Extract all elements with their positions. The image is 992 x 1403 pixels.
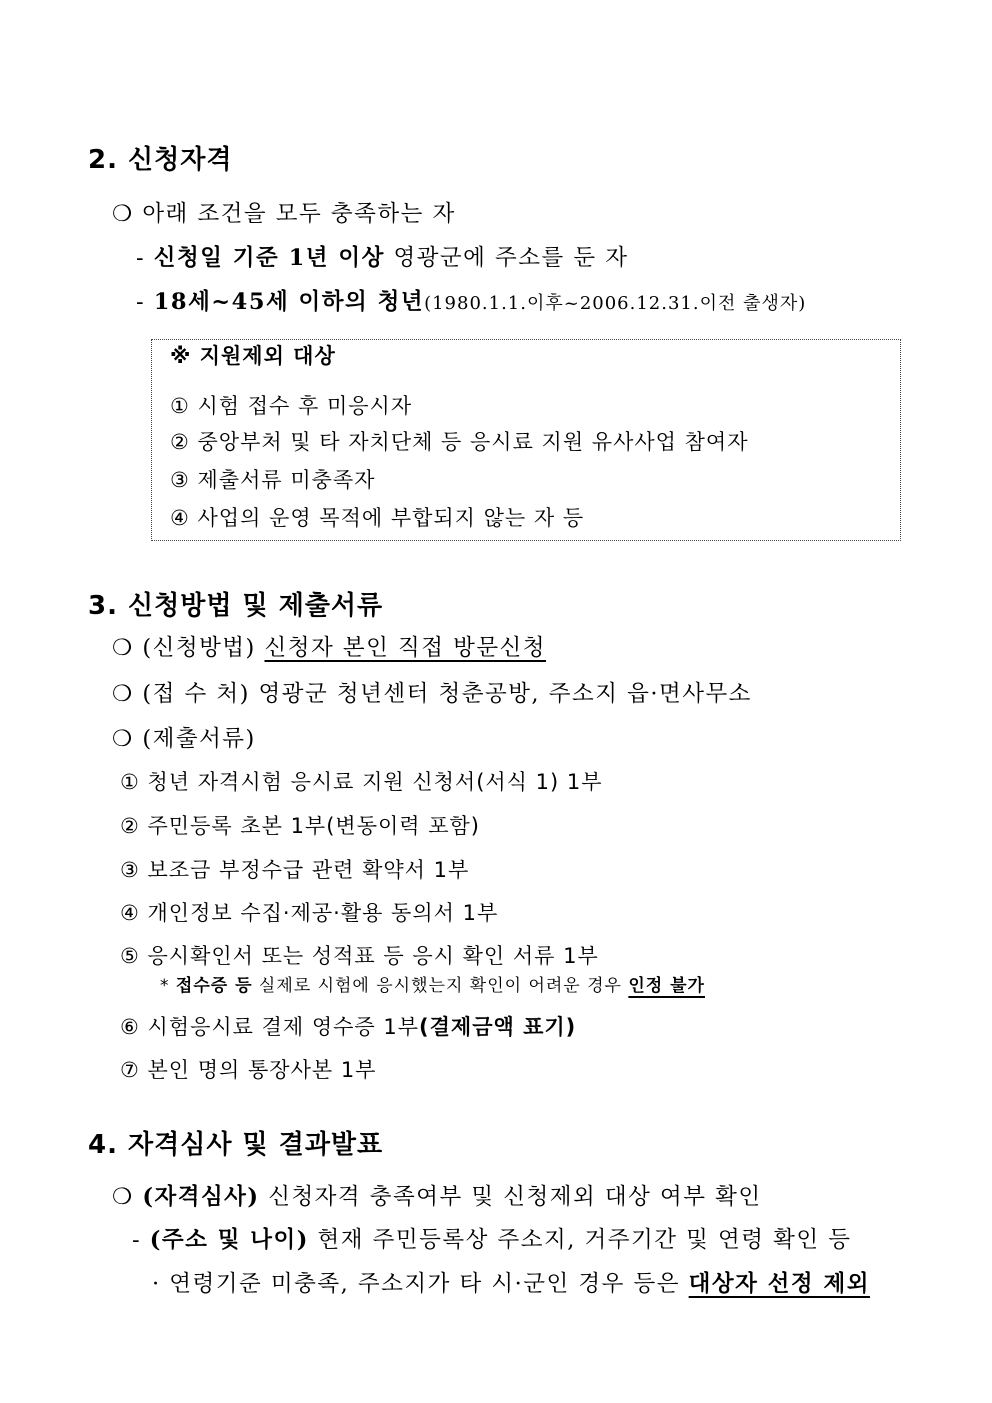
document-item: ③ 보조금 부정수급 관련 확약서 1부: [120, 858, 470, 882]
screening-text: 신청자격 충족여부 및 신청제외 대상 여부 확인: [259, 1184, 762, 1210]
exclusion-item: ④ 사업의 운영 목적에 부합되지 않는 자 등: [170, 506, 585, 530]
section-2-condition: ❍ 아래 조건을 모두 충족하는 자: [112, 201, 456, 227]
address-age-check: [132, 1222, 851, 1254]
apply-method: [112, 630, 546, 662]
exclusion-rule-underline: 대상자 선정 제외: [688, 1271, 870, 1297]
exclusion-rule: [152, 1266, 870, 1298]
dash: -: [132, 1227, 150, 1253]
note-underline: 인정 불가: [628, 976, 705, 996]
section-4-title: 4. 자격심사 및 결과발표: [88, 1130, 384, 1160]
dash: -: [136, 245, 154, 271]
apply-method-label: ❍ (신청방법): [112, 635, 265, 661]
section-2-residence: [136, 240, 629, 272]
section-2-age: [136, 284, 806, 316]
document-note: [160, 971, 705, 996]
exclusion-item: ② 중앙부처 및 타 자치단체 등 응시료 지원 유사사업 참여자: [170, 430, 749, 454]
exclusion-item: ① 시험 접수 후 미응시자: [170, 394, 413, 418]
address-age-text: 현재 주민등록상 주소지, 거주기간 및 연령 확인 등: [308, 1227, 852, 1253]
age-bold: 18세~45세 이하의 청년: [153, 289, 425, 315]
apply-method-value: 신청자 본인 직접 방문신청: [264, 635, 547, 661]
residence-rest: 영광군에 주소를 둔 자: [384, 245, 629, 271]
document-item-6-bold: (결제금액 표기): [419, 1015, 577, 1039]
note-mark: *: [160, 976, 176, 996]
apply-place: ❍ (접 수 처) 영광군 청년센터 청춘공방, 주소지 읍·면사무소: [112, 681, 752, 707]
document-item-6-text: ⑥ 시험응시료 결제 영수증 1부: [120, 1015, 420, 1039]
document-item: ⑦ 본인 명의 통장사본 1부: [120, 1058, 377, 1082]
exclusion-title: ※ 지원제외 대상: [170, 344, 336, 368]
section-3-title: 3. 신청방법 및 제출서류: [88, 591, 384, 621]
document-item: ② 주민등록 초본 1부(변동이력 포함): [120, 814, 480, 838]
bullet: ❍: [112, 1184, 143, 1210]
residence-bold: 신청일 기준 1년 이상: [153, 245, 385, 271]
age-rest: (1980.1.1.이후~2006.12.31.이전 출생자): [424, 293, 807, 314]
note-bold: 접수증 등: [175, 976, 253, 996]
dash: -: [136, 289, 154, 315]
address-age-label: (주소 및 나이): [149, 1227, 309, 1253]
note-text: 실제로 시험에 응시했는지 확인이 어려운 경우: [252, 976, 629, 996]
exclusion-item: ③ 제출서류 미충족자: [170, 468, 376, 492]
document-item: ① 청년 자격시험 응시료 지원 신청서(서식 1) 1부: [120, 770, 603, 794]
document-item: ⑤ 응시확인서 또는 성적표 등 응시 확인 서류 1부: [120, 944, 599, 968]
document-item: [120, 1011, 576, 1041]
section-2-title: 2. 신청자격: [88, 145, 233, 175]
screening-label: (자격심사): [142, 1184, 260, 1210]
screening: [112, 1179, 762, 1211]
document-item: ④ 개인정보 수집·제공·활용 동의서 1부: [120, 901, 499, 925]
documents-label: ❍ (제출서류): [112, 726, 256, 752]
exclusion-rule-text: · 연령기준 미충족, 주소지가 타 시·군인 경우 등은: [152, 1271, 689, 1297]
